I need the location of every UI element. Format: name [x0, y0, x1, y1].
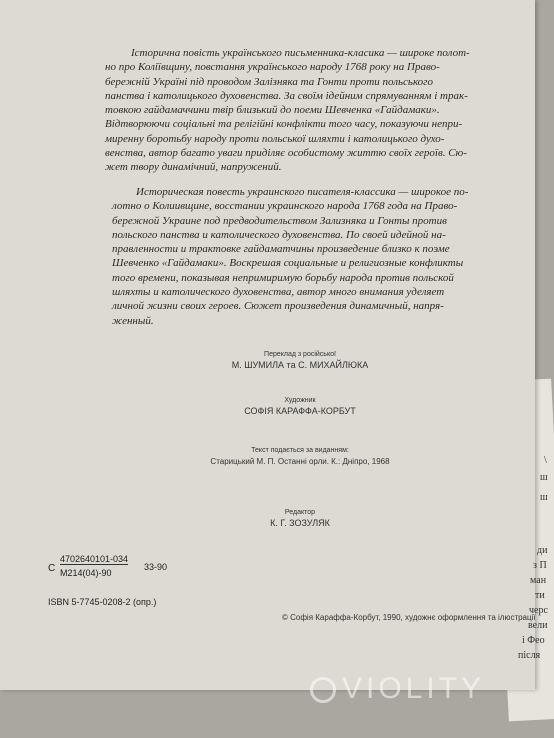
- watermark-logo: [310, 672, 485, 706]
- ukrainian-annotation: [105, 46, 515, 175]
- ua-line: жет твору динамічний, напружений.: [105, 161, 282, 174]
- biblio-code-3: 33-90: [144, 562, 168, 572]
- ua-line: но про Коліївщину, повстання українського народу 1768 року на Право-: [105, 61, 440, 74]
- ru-line: лотно о Колиивщине, восстании украинского народа 1768 года на Право-: [112, 200, 458, 213]
- under-line: з П: [533, 560, 547, 571]
- ua-line: панства і католицького духовенства. За своїм ідейним спрямуванням і трак-: [105, 89, 468, 102]
- artist-credit: [210, 396, 390, 416]
- ua-line: венства, автор багато уваги приділяє особистому життю своїх героїв. Сю-: [105, 147, 467, 160]
- editor-name: К. Г. ЗОЗУЛЯК: [270, 518, 330, 528]
- ua-line: Відтворюючи соціальні та релігійні конфлікти того часу, показуючи непри-: [105, 118, 463, 131]
- ru-line: правленности и трактовке гайдаматчины произведение близко к поэме: [112, 243, 450, 256]
- under-line: ш: [540, 492, 548, 503]
- under-line: вели: [528, 620, 548, 631]
- under-line: і Фео: [522, 635, 545, 646]
- source-text: Старицький М. П. Останні орли. К.: Дніпро, 1968: [210, 457, 390, 466]
- artist-caption: Художник: [284, 397, 316, 404]
- translator-names: М. ШУМИЛА та С. МИХАЙЛЮКА: [231, 360, 369, 370]
- biblio-code-2: М214(04)-90: [60, 568, 112, 578]
- ru-line: Историческая повесть украинского писателя-классика — широкое по-: [136, 186, 469, 198]
- under-line: ш: [540, 472, 548, 483]
- under-line: \: [544, 455, 547, 466]
- editor-caption: Редактор: [284, 509, 316, 516]
- biblio-letter: С: [48, 563, 56, 574]
- ru-line: того времени, показывая непримиримую борьбу народа против польской: [112, 271, 454, 284]
- biblio-code-1: 4702640101-034: [60, 554, 129, 564]
- ru-line: Шевченко «Гайдамаки». Воскрешая социальные и религиозные конфликты: [112, 257, 464, 270]
- under-line: ман: [530, 575, 547, 586]
- under-line: ти: [535, 590, 545, 601]
- watermark-icon: [310, 677, 336, 703]
- editor-credit: [230, 508, 370, 528]
- watermark-text: VIOLITY: [342, 672, 486, 705]
- ua-line: товкою гайдамаччини твір близький до поеми Шевченка «Гайдамаки».: [105, 104, 440, 117]
- ru-line: бережной Украине под предводительством Зализняка и Гонты против: [112, 214, 447, 227]
- under-line: після: [518, 650, 541, 661]
- ru-line: женный.: [112, 314, 154, 327]
- translation-credit: [210, 350, 390, 370]
- ru-line: польского панства и католического духовенства. По своей идейной на-: [112, 228, 446, 241]
- source-caption: Текст подається за виданням:: [251, 447, 349, 454]
- under-line: черс: [529, 605, 548, 616]
- ua-line: миренну боротьбу народу проти польської шляхти і католицького духо-: [105, 132, 445, 145]
- under-line: ди: [537, 545, 548, 556]
- ua-line: Історична повість українського письменника-класика — широке полот-: [131, 47, 470, 59]
- artist-name: СОФІЯ КАРАФФА-КОРБУТ: [244, 406, 356, 416]
- isbn: ISBN 5-7745-0208-2 (опр.): [48, 597, 157, 607]
- translation-caption: Переклад з російської: [264, 351, 336, 358]
- copyright-notice: © Софія Караффа-Корбут, 1990, художнє оформлення та ілюстрації: [282, 613, 536, 622]
- source-credit: [180, 446, 420, 467]
- ru-line: личной жизни своих героев. Сюжет произведения динамичный, напря-: [112, 300, 444, 313]
- russian-annotation: [112, 185, 502, 328]
- ua-line: бережній Україні під проводом Залізняка та Гонти проти польського: [105, 75, 433, 88]
- ru-line: шляхты и католического духовенства, автор много внимания уделяет: [112, 286, 445, 299]
